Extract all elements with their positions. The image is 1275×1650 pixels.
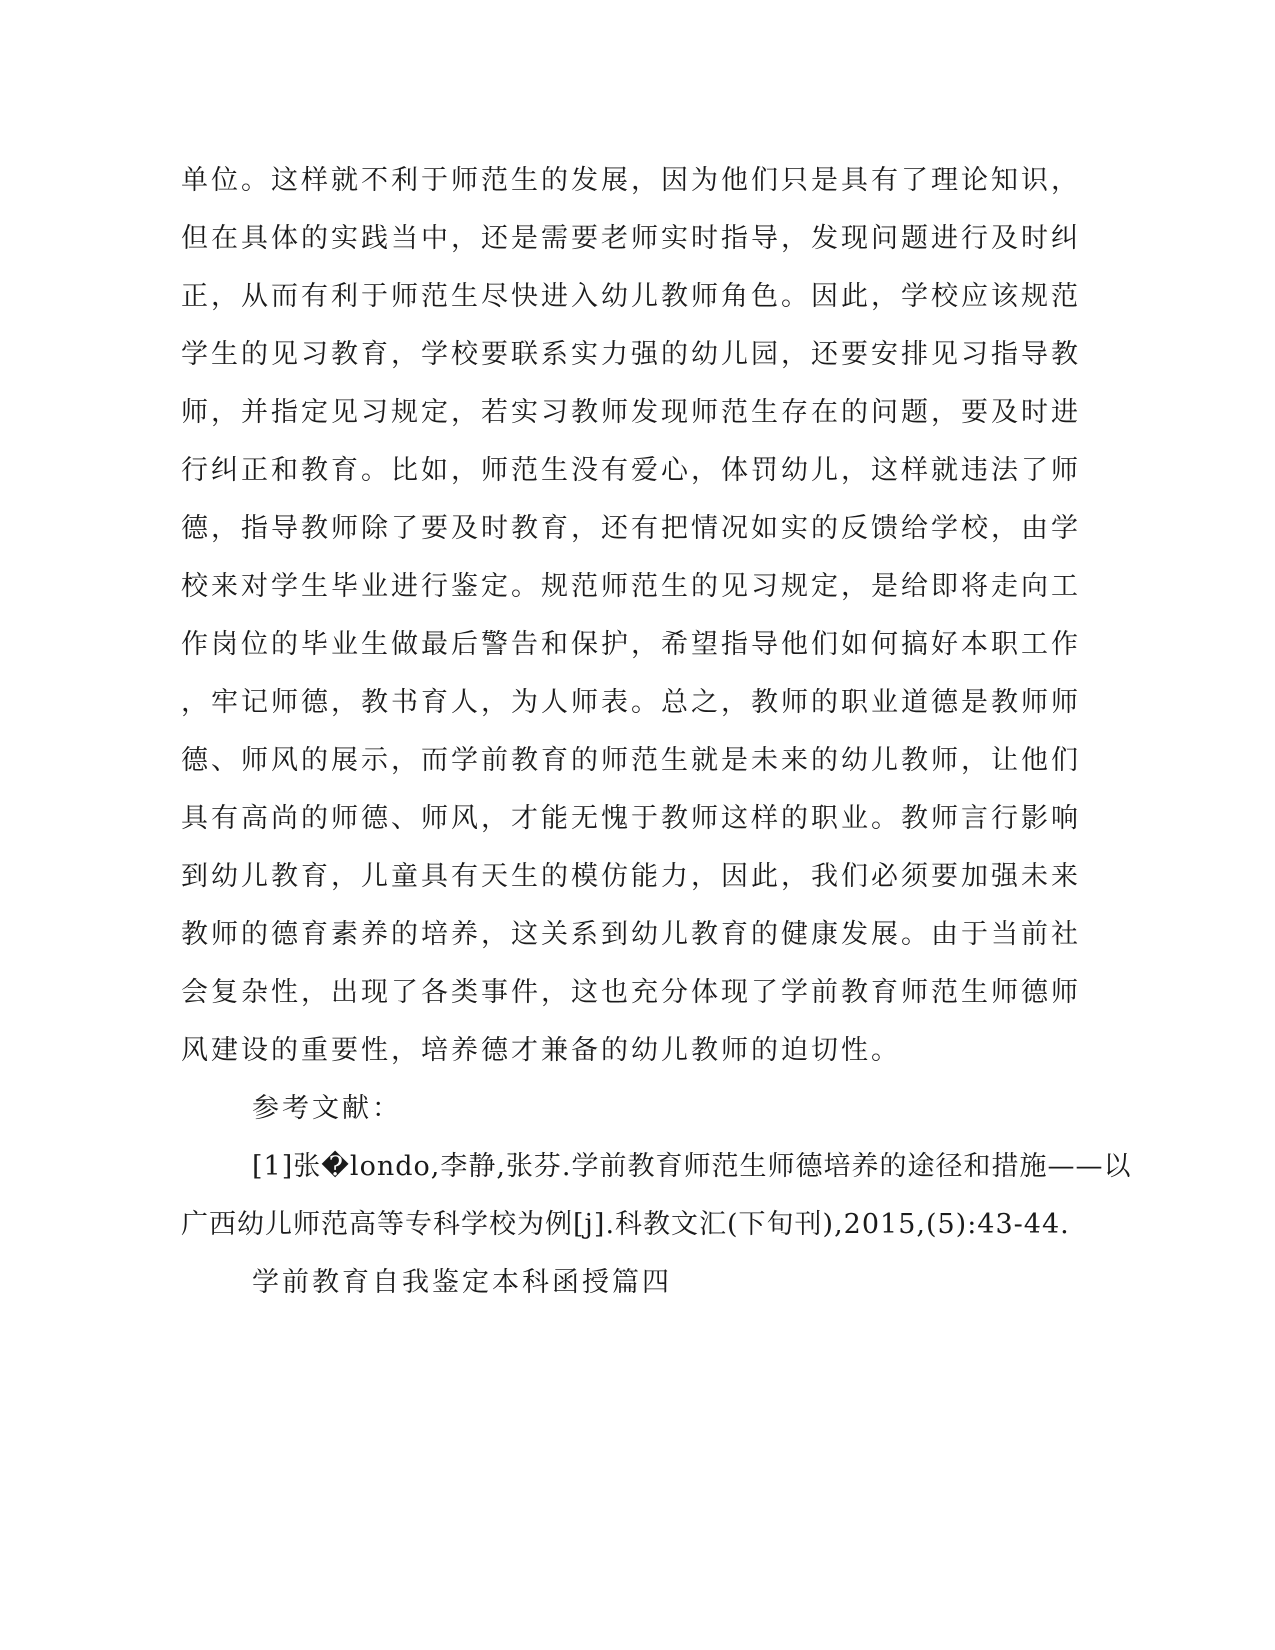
reference-1-line-1: [1]张�londo,李静,张芬.学前教育师范生师德培养的途径和措施——以 (252, 1151, 1132, 1182)
body-line-7: 德，指导教师除了要及时教育，还有把情况如实的反馈给学校，由学 (181, 513, 1081, 544)
body-line-11: 德、师风的展示，而学前教育的师范生就是未来的幼儿教师，让他们 (181, 745, 1081, 776)
reference-1-line-2: 广西幼儿师范高等专科学校为例[j].科教文汇(下旬刊),2015,(5):43-44. (181, 1209, 1070, 1240)
body-line-9: 作岗位的毕业生做最后警告和保护，希望指导他们如何搞好本职工作 (181, 629, 1081, 660)
body-line-1: 单位。这样就不利于师范生的发展，因为他们只是具有了理论知识， (181, 165, 1081, 196)
body-line-2: 但在具体的实践当中，还是需要老师实时指导，发现问题进行及时纠 (181, 223, 1081, 254)
body-line-15: 会复杂性，出现了各类事件，这也充分体现了学前教育师范生师德师 (181, 977, 1081, 1008)
body-line-8: 校来对学生毕业进行鉴定。规范师范生的见习规定，是给即将走向工 (181, 571, 1081, 602)
body-line-14: 教师的德育素养的培养，这关系到幼儿教育的健康发展。由于当前社 (181, 919, 1081, 950)
body-line-4: 学生的见习教育，学校要联系实力强的幼儿园，还要安排见习指导教 (181, 339, 1081, 370)
body-line-6: 行纠正和教育。比如，师范生没有爱心，体罚幼儿，这样就违法了师 (181, 455, 1081, 486)
section-heading: 学前教育自我鉴定本科函授篇四 (252, 1267, 672, 1298)
body-line-16: 风建设的重要性，培养德才兼备的幼儿教师的迫切性。 (181, 1035, 901, 1066)
body-line-3: 正，从而有利于师范生尽快进入幼儿教师角色。因此，学校应该规范 (181, 281, 1081, 312)
references-heading: 参考文献： (252, 1093, 402, 1124)
body-line-12: 具有高尚的师德、师风，才能无愧于教师这样的职业。教师言行影响 (181, 803, 1081, 834)
body-line-10: ，牢记师德，教书育人，为人师表。总之，教师的职业道德是教师师 (181, 687, 1081, 718)
body-line-13: 到幼儿教育，儿童具有天生的模仿能力，因此，我们必须要加强未来 (181, 861, 1081, 892)
body-line-5: 师，并指定见习规定，若实习教师发现师范生存在的问题，要及时进 (181, 397, 1081, 428)
